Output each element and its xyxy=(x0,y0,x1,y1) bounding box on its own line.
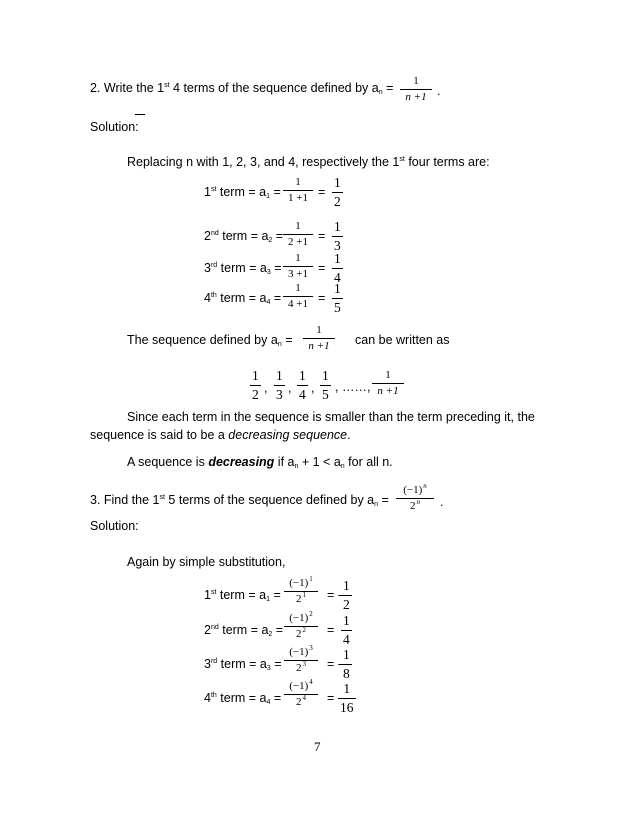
result-denominator: 2 xyxy=(343,596,350,612)
replacing-sentence: Replacing n with 1, 2, 3, and 4, respectively the 1st four terms are: xyxy=(127,155,490,169)
sequence-numerator: 1 xyxy=(252,368,259,383)
fraction-denominator: 2 +1 xyxy=(283,234,313,248)
sequence-denominator: 3 xyxy=(276,386,283,402)
sequence-comma: , xyxy=(311,381,315,395)
fraction-numerator: 1 xyxy=(295,282,301,294)
term-number: 4 xyxy=(204,691,211,705)
result-numerator: 1 xyxy=(343,681,351,696)
term-label xyxy=(204,624,283,637)
power-base: 2 xyxy=(296,662,302,674)
page-number: 7 xyxy=(314,739,321,754)
term-ordinal: nd xyxy=(210,624,219,631)
term-text: term = a xyxy=(217,657,267,671)
fraction-numerator xyxy=(287,644,315,660)
power-exponent: 4 xyxy=(309,678,313,686)
sequence-numerator: 1 xyxy=(276,368,283,383)
term-equals: = xyxy=(270,291,282,305)
term-number: 1 xyxy=(204,588,211,602)
solution-label-2: Solution: xyxy=(90,519,139,533)
result-denominator: 3 xyxy=(334,237,341,253)
term-number: 4 xyxy=(204,291,211,305)
general-denominator: n +1 xyxy=(372,383,404,397)
power-base: 2 xyxy=(296,628,302,640)
sequence-numerator: 1 xyxy=(299,368,306,383)
term-number: 2 xyxy=(204,229,211,243)
term-subscript: 2 xyxy=(268,237,273,244)
sequence-fraction xyxy=(297,369,308,401)
fraction-denominator: 1 +1 xyxy=(283,190,313,204)
sequence-numerator: 1 xyxy=(322,368,329,383)
sequence-fraction xyxy=(320,369,331,401)
power-exponent: 4 xyxy=(302,694,306,702)
power-exponent: 3 xyxy=(309,644,313,652)
problem-3-period: . xyxy=(440,495,444,509)
result-equals: = xyxy=(327,691,335,705)
term-equals: = xyxy=(270,261,282,275)
since-line-2: sequence is said to be a decreasing sequence. xyxy=(90,428,351,442)
result-denominator: 8 xyxy=(343,665,350,681)
result-numerator: 1 xyxy=(334,175,341,190)
power-base: (−1) xyxy=(289,646,309,658)
term-subscript: 4 xyxy=(266,299,271,306)
result-numerator: 1 xyxy=(334,281,341,296)
result-denominator: 4 xyxy=(334,269,341,285)
term-ordinal: st xyxy=(210,186,217,193)
fraction-numerator: 1 xyxy=(295,252,301,264)
power-exponent: 1 xyxy=(309,575,313,583)
again-sentence: Again by simple substitution, xyxy=(127,555,286,569)
power-exponent: 1 xyxy=(302,591,306,599)
sequence-fraction xyxy=(250,369,261,401)
result-numerator: 1 xyxy=(334,251,341,266)
fraction-denominator xyxy=(284,660,318,674)
result-equals: = xyxy=(327,623,335,637)
term-fraction xyxy=(284,610,318,640)
result-fraction xyxy=(341,648,352,680)
solution-label-1: Solution: xyxy=(90,120,139,134)
result-equals: = - xyxy=(327,657,342,671)
result-denominator: 2 xyxy=(334,193,341,209)
fraction-numerator: 1 xyxy=(295,220,301,232)
result-fraction xyxy=(332,220,343,252)
term-subscript: 3 xyxy=(266,269,271,276)
fraction-numerator: 1 xyxy=(295,176,301,188)
term-subscript: 1 xyxy=(266,596,270,603)
term-ordinal: th xyxy=(210,692,217,699)
result-fraction xyxy=(341,614,352,646)
fraction-numerator xyxy=(287,610,315,626)
sequence-general-term xyxy=(372,370,404,397)
term-fraction xyxy=(283,221,313,248)
term-fraction xyxy=(283,253,313,280)
term-text: term = a xyxy=(216,691,267,705)
term-label xyxy=(204,186,281,199)
power-exponent: 2 xyxy=(309,610,313,618)
term-subscript: 4 xyxy=(266,699,271,706)
term-label xyxy=(204,230,283,243)
sequence-comma: , xyxy=(288,381,292,395)
term-equals: = xyxy=(269,588,281,602)
term-label xyxy=(204,692,281,705)
power-base: 2 xyxy=(296,593,302,605)
since-line-1: Since each term in the sequence is smaller than the term preceding it, the xyxy=(127,410,535,424)
term-equals: = xyxy=(270,691,282,705)
term-text: term = a xyxy=(218,229,269,243)
term-fraction xyxy=(284,644,318,674)
sequence-ellipsis: , ……, xyxy=(335,380,371,394)
term-equals: = xyxy=(272,623,284,637)
power-exponent: 3 xyxy=(302,660,306,668)
term-label xyxy=(204,589,281,602)
term-equals: = xyxy=(272,229,284,243)
term-number: 1 xyxy=(204,185,211,199)
fraction-denominator xyxy=(284,591,318,605)
result-numerator: 1 xyxy=(334,219,341,234)
decreasing-definition: A sequence is decreasing if $a_n + 1 < a_n$ for all n. xyxy=(127,455,393,470)
power-base: 2 xyxy=(296,696,302,708)
term-ordinal: st xyxy=(210,589,217,596)
result-equals: = xyxy=(318,229,326,243)
defined-fraction: $\frac{1}{n +1}$ xyxy=(303,325,335,352)
result-numerator: 1 xyxy=(343,613,350,628)
result-fraction xyxy=(332,176,343,208)
general-numerator: 1 xyxy=(385,369,391,381)
term-text: term = a xyxy=(217,261,267,275)
result-equals: = xyxy=(318,261,326,275)
term-text: term = a xyxy=(216,291,267,305)
term-number: 3 xyxy=(204,261,211,275)
overbar-mark xyxy=(135,114,145,115)
result-fraction xyxy=(332,282,343,314)
problem-3-statement: 3. Find the 1st 5 terms of the sequence defined by $a_n$ = xyxy=(90,493,389,508)
result-denominator: 16 xyxy=(340,699,354,715)
fraction-denominator xyxy=(284,694,318,708)
result-fraction xyxy=(341,579,352,611)
sequence-comma: , xyxy=(264,381,268,395)
result-denominator: 5 xyxy=(334,299,341,315)
fraction-denominator: 4 +1 xyxy=(283,296,313,310)
defined-sentence: The sequence defined by $a_n$ = xyxy=(127,333,293,348)
term-fraction xyxy=(283,177,313,204)
sequence-denominator: 4 xyxy=(299,386,306,402)
term-subscript: 3 xyxy=(266,665,271,672)
result-numerator: 1 xyxy=(343,647,350,662)
result-denominator: 4 xyxy=(343,631,350,647)
term-number: 2 xyxy=(204,623,211,637)
problem-3-fraction: $\frac{(-1)^n}{2^n}$ xyxy=(396,485,434,512)
term-subscript: 1 xyxy=(266,193,270,200)
result-fraction xyxy=(338,682,356,714)
term-fraction xyxy=(284,575,318,605)
term-label xyxy=(204,292,281,305)
fraction-denominator xyxy=(284,626,318,640)
term-label xyxy=(204,658,282,671)
problem-2-fraction: $\frac{1}{n +1}$ xyxy=(400,76,432,103)
power-exponent: 2 xyxy=(302,626,306,634)
term-text: term = a xyxy=(218,623,269,637)
term-text: term = a xyxy=(216,588,267,602)
fraction-numerator xyxy=(287,678,315,694)
result-equals: = xyxy=(318,185,326,199)
power-base: (−1) xyxy=(289,612,309,624)
term-subscript: 2 xyxy=(268,631,273,638)
term-number: 3 xyxy=(204,657,211,671)
term-label xyxy=(204,262,282,275)
term-fraction xyxy=(283,283,313,310)
result-equals: = - xyxy=(327,588,342,602)
power-base: (−1) xyxy=(289,577,309,589)
sequence-denominator: 5 xyxy=(322,386,329,402)
term-equals: = xyxy=(270,657,282,671)
term-ordinal: rd xyxy=(210,262,218,269)
fraction-numerator xyxy=(287,575,315,591)
result-numerator: 1 xyxy=(343,578,350,593)
sequence-denominator: 2 xyxy=(252,386,259,402)
term-ordinal: th xyxy=(210,292,217,299)
can-be-written-as: can be written as xyxy=(355,333,450,347)
power-base: (−1) xyxy=(289,680,309,692)
sequence-fraction xyxy=(274,369,285,401)
term-fraction xyxy=(284,678,318,708)
result-fraction xyxy=(332,252,343,284)
term-ordinal: nd xyxy=(210,230,219,237)
term-ordinal: rd xyxy=(210,658,218,665)
problem-2-period: . xyxy=(437,84,441,98)
term-text: term = a xyxy=(216,185,267,199)
result-equals: = xyxy=(318,291,326,305)
term-equals: = xyxy=(269,185,281,199)
problem-2-statement: 2. Write the 1st 4 terms of the sequence defined by $a_n$ = xyxy=(90,81,394,96)
fraction-denominator: 3 +1 xyxy=(283,266,313,280)
